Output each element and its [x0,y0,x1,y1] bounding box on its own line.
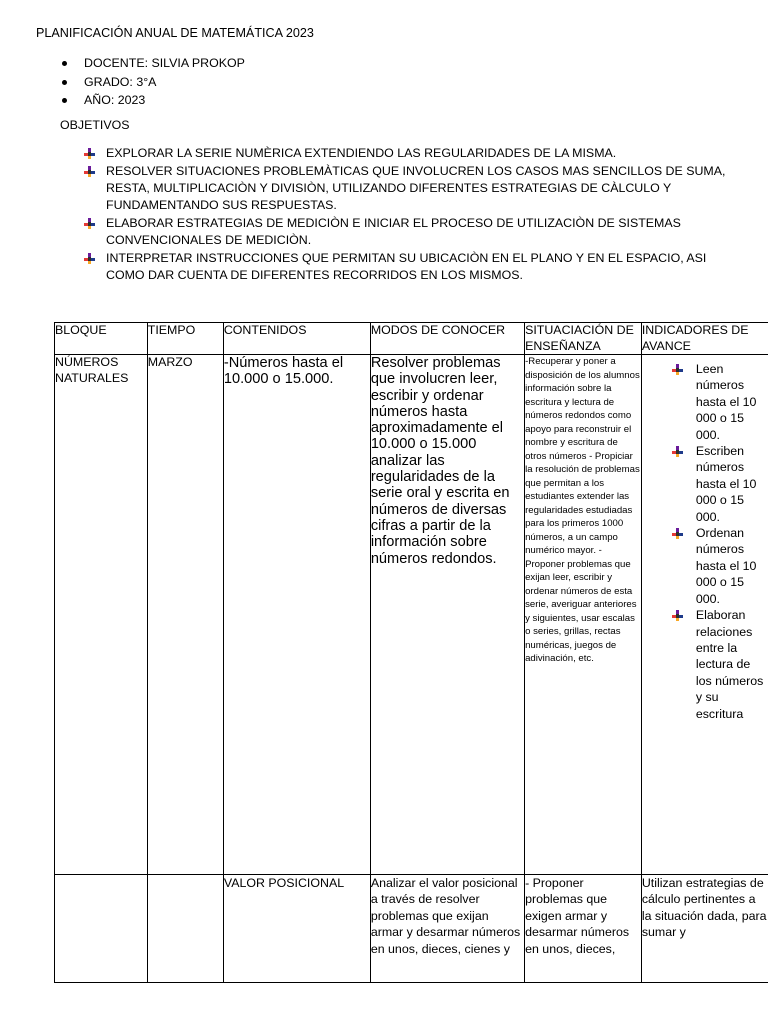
objective-item [84,163,744,215]
indicator-item [672,525,764,607]
header-tiempo: TIEMPO [147,323,223,355]
objectives-heading: OBJETIVOS [60,118,130,132]
cell-tiempo: MARZO [147,355,223,875]
info-item-anio: AÑO: 2023 [62,91,245,110]
info-item-docente: DOCENTE: SILVIA PROKOP [62,54,245,73]
cell-valor-posicional: VALOR POSICIONAL [223,875,370,983]
cell-situacion-valor: - Proponer problemas que exigen armar y desarmar números en unos, dieces, [525,875,642,983]
planning-table [54,322,768,983]
indicator-item [672,361,764,443]
indicators-list [642,355,768,722]
indicator-item [672,607,764,722]
indicator-text: Escriben números hasta el 10 000 o 15 000. [695,444,757,524]
indicator-text: Elaboran relaciones entre la lectura de los números y su escritura [695,608,764,721]
table-header-row [55,323,768,355]
header-situacion-ensenanza: SITUACIACIÓN DE ENSEÑANZA [525,323,642,355]
header-indicadores-avance: INDICADORES DE AVANCE [641,323,768,355]
objectives-list [84,145,744,285]
diamond-bullet-icon [672,364,683,375]
diamond-bullet-icon [84,148,95,159]
objective-text: ELABORAR ESTRATEGIAS DE MEDICIÒN E INICIAR EL PROCESO DE UTILIZACIÒN DE SISTEMAS CONVENCIONALES DE MEDICIÒN. [106,215,681,248]
document-title: PLANIFICACIÓN ANUAL DE MATEMÁTICA 2023 [36,26,314,40]
cell-indicadores [641,355,768,875]
objective-item [84,250,744,285]
header-contenidos: CONTENIDOS [223,323,370,355]
diamond-bullet-icon [672,446,683,457]
diamond-bullet-icon [84,218,95,229]
header-bloque: BLOQUE [55,323,148,355]
diamond-bullet-icon [672,528,683,539]
cell-tiempo-empty [147,875,223,983]
cell-situacion: -Recuperar y poner a disposición de los alumnos información sobre la escritura y lectura de números redondos como apoyo para reconstruir el nombre y escritura de otros números - Propiciar la resolución de problemas que permitan a los estudiantes extender las regularidades estudiadas para los primeros 1000 números, a un campo numérico mayor. -Proponer problemas que exijan leer, escribir y ordenar números de esta serie, averiguar anteriores y siguientes, usar escalas o series, grillas, rectas numéricas, juegos de adivinación, etc. [525,355,642,875]
cell-modos: Resolver problemas que involucren leer, escribir y ordenar números hasta aproximadamente el 10.000 o 15.000 analizar las regularidades de la serie oral y escrita en números de diversas cifras a partir de la información sobre números redondos. [370,355,524,875]
table-row [55,355,768,875]
objective-text: INTERPRETAR INSTRUCCIONES QUE PERMITAN SU UBICACIÒN EN EL PLANO Y EN EL ESPACIO, ASI COMO DAR CUENTA DE DIFERENTES RECORRIDOS EN LOS MISMOS. [106,250,707,282]
teacher-info-list [62,54,245,110]
objective-item [84,215,744,250]
cell-contenidos: -Números hasta el 10.000 o 15.000. [223,355,370,875]
objective-text: RESOLVER SITUACIONES PROBLEMÀTICAS QUE INVOLUCREN LOS CASOS MAS SENCILLOS DE SUMA, RESTA, MULTIPLICACIÒN Y DIVISIÒN, UTILIZANDO DIFERENTES ESTRATEGIAS DE CÀLCULO Y FUNDAMENTANDO SUS RESPUESTAS. [106,163,726,213]
cell-indicadores-valor: Utilizan estrategias de cálculo pertinentes a la situación dada, para sumar y [641,875,768,983]
objective-item [84,145,744,162]
header-modos-de-conocer: MODOS DE CONOCER [370,323,524,355]
indicator-text: Ordenan números hasta el 10 000 o 15 000. [695,526,757,606]
diamond-bullet-icon [672,610,683,621]
info-item-grado: GRADO: 3°A [62,73,245,92]
cell-bloque: NÚMEROS NATURALES [55,355,148,875]
cell-bloque-empty [55,875,148,983]
diamond-bullet-icon [84,166,95,177]
diamond-bullet-icon [84,253,95,264]
indicator-text: Leen números hasta el 10 000 o 15 000. [695,362,757,442]
indicator-item [672,443,764,525]
table-row [55,875,768,983]
cell-modos-valor: Analizar el valor posicional a través de resolver problemas que exijan armar y desarmar números en unos, dieces, cienes y [370,875,524,983]
objective-text: EXPLORAR LA SERIE NUMÈRICA EXTENDIENDO LAS REGULARIDADES DE LA MISMA. [106,146,617,160]
